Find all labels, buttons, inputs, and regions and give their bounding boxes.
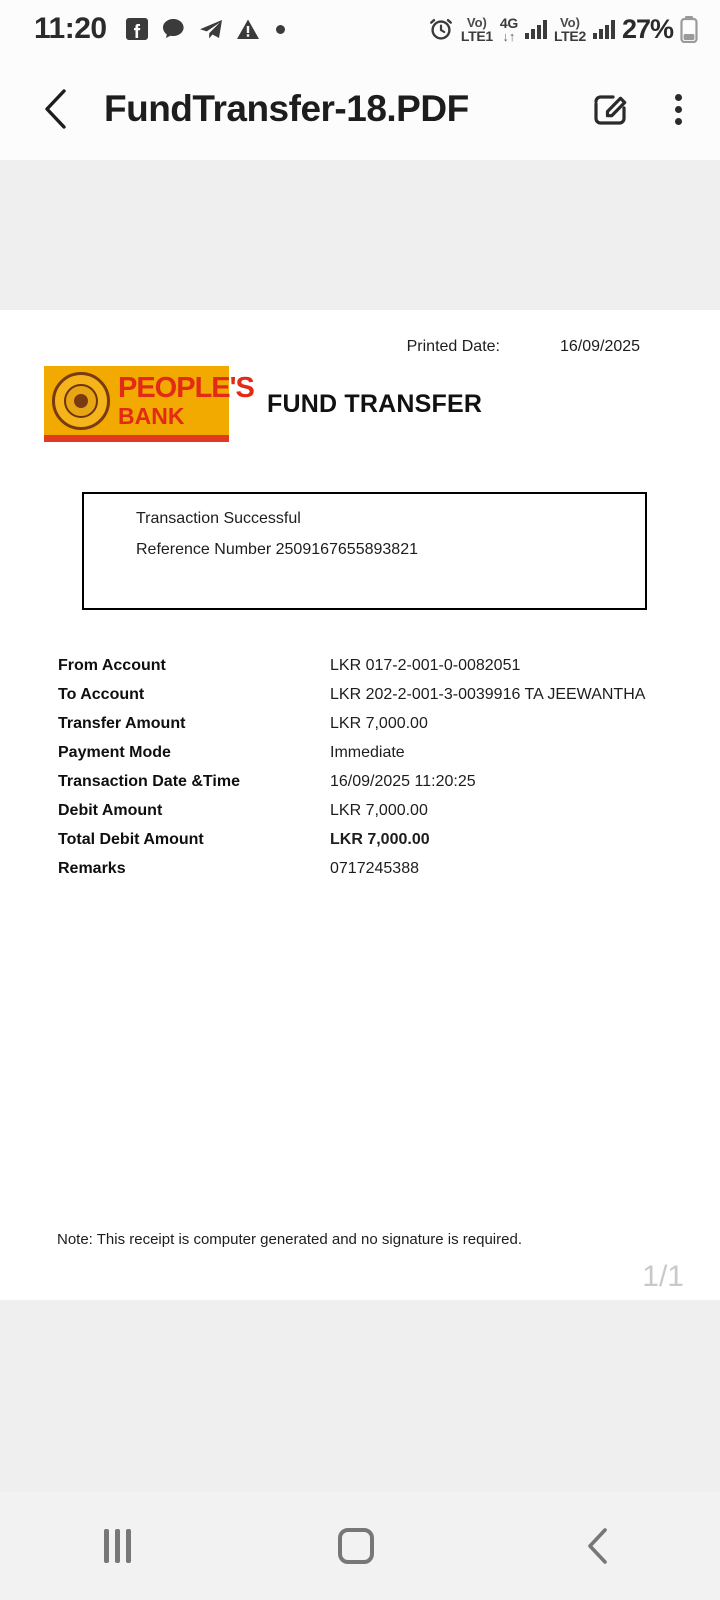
detail-key: Debit Amount (58, 802, 163, 819)
detail-value: LKR 202-2-001-3-0039916 TA JEEWANTHA (330, 686, 646, 703)
detail-value: LKR 017-2-001-0-0082051 (330, 657, 521, 674)
transaction-details-list (58, 658, 680, 877)
nav-back-icon[interactable] (582, 1526, 616, 1566)
sim2-network-indicator (554, 16, 586, 43)
sim1-network-label: LTE1 (460, 27, 493, 44)
detail-key: Transfer Amount (58, 715, 186, 732)
more-vertical-icon[interactable] (665, 90, 692, 129)
logo-line-2: BANK (118, 402, 185, 429)
detail-key: To Account (58, 686, 145, 703)
table-row (58, 832, 680, 848)
warning-icon (236, 18, 260, 41)
table-row (58, 774, 680, 790)
table-row (58, 861, 680, 877)
messenger-icon (161, 17, 186, 41)
transaction-status-box (82, 492, 647, 610)
detail-key: Payment Mode (58, 744, 171, 761)
transaction-status-text: Transaction Successful (136, 510, 301, 527)
detail-key: Total Debit Amount (58, 831, 204, 848)
dot-icon (276, 25, 285, 34)
detail-key: Remarks (58, 860, 126, 877)
table-row (58, 658, 680, 674)
logo-line-1: PEOPLE'S (118, 371, 254, 404)
status-clock: 11:20 (34, 12, 107, 45)
alarm-icon (428, 16, 454, 42)
table-row (58, 745, 680, 761)
detail-value: LKR 7,000.00 (330, 831, 430, 848)
facebook-icon (125, 17, 149, 41)
table-row (58, 716, 680, 732)
home-icon[interactable] (338, 1528, 374, 1564)
network-4g-label: 4G (499, 14, 518, 31)
system-nav-bar (0, 1492, 720, 1600)
recents-icon[interactable] (104, 1529, 131, 1563)
battery-percent-label: 27% (621, 13, 673, 44)
sim2-network-label: LTE2 (553, 27, 586, 44)
viewer-bottom-spacer (0, 1300, 720, 1492)
printed-date-value: 16/09/2025 (560, 338, 641, 355)
signal-bars-sim1-icon (525, 19, 547, 39)
peoples-bank-logo (44, 366, 254, 442)
back-chevron-icon[interactable] (40, 87, 74, 131)
pdf-viewer[interactable] (0, 160, 720, 1492)
page-title: FundTransfer-18.PDF (104, 88, 469, 129)
sim1-network-indicator (461, 16, 493, 43)
page-indicator: 1/1 (642, 1260, 684, 1293)
pdf-page[interactable] (0, 310, 720, 1300)
table-row (58, 687, 680, 703)
status-system-icons (428, 14, 698, 45)
signal-bars-sim2-icon (593, 19, 615, 39)
detail-key: Transaction Date &Time (58, 773, 240, 790)
sim2-volte-label: Vo) (559, 14, 580, 30)
bank-seal-icon (52, 372, 110, 430)
detail-value: Immediate (330, 744, 405, 761)
document-heading: FUND TRANSFER (267, 389, 483, 418)
data-arrows-icon: ↓↑ (502, 28, 516, 44)
status-bar (0, 0, 720, 58)
edit-square-icon[interactable] (589, 88, 631, 130)
app-bar (0, 58, 720, 160)
document-note: Note: This receipt is computer generated and no signature is required. (57, 1231, 522, 1248)
printed-date-row (40, 310, 680, 356)
document-header (40, 366, 680, 442)
battery-icon (680, 15, 698, 43)
detail-value: 16/09/2025 11:20:25 (330, 773, 476, 790)
detail-value: LKR 7,000.00 (330, 715, 428, 732)
detail-value: LKR 7,000.00 (330, 802, 428, 819)
detail-key: From Account (58, 657, 166, 674)
printed-date-label: Printed Date: (406, 338, 500, 355)
viewer-top-spacer (0, 160, 720, 310)
app-bar-actions (589, 88, 692, 130)
transaction-reference-text: Reference Number 2509167655893821 (136, 541, 418, 558)
sim1-volte-label: Vo) (466, 14, 487, 30)
mobile-data-indicator (500, 16, 518, 43)
status-notification-icons (125, 17, 289, 41)
detail-value: 0717245388 (330, 860, 419, 877)
table-row (58, 803, 680, 819)
telegram-icon (198, 17, 224, 41)
